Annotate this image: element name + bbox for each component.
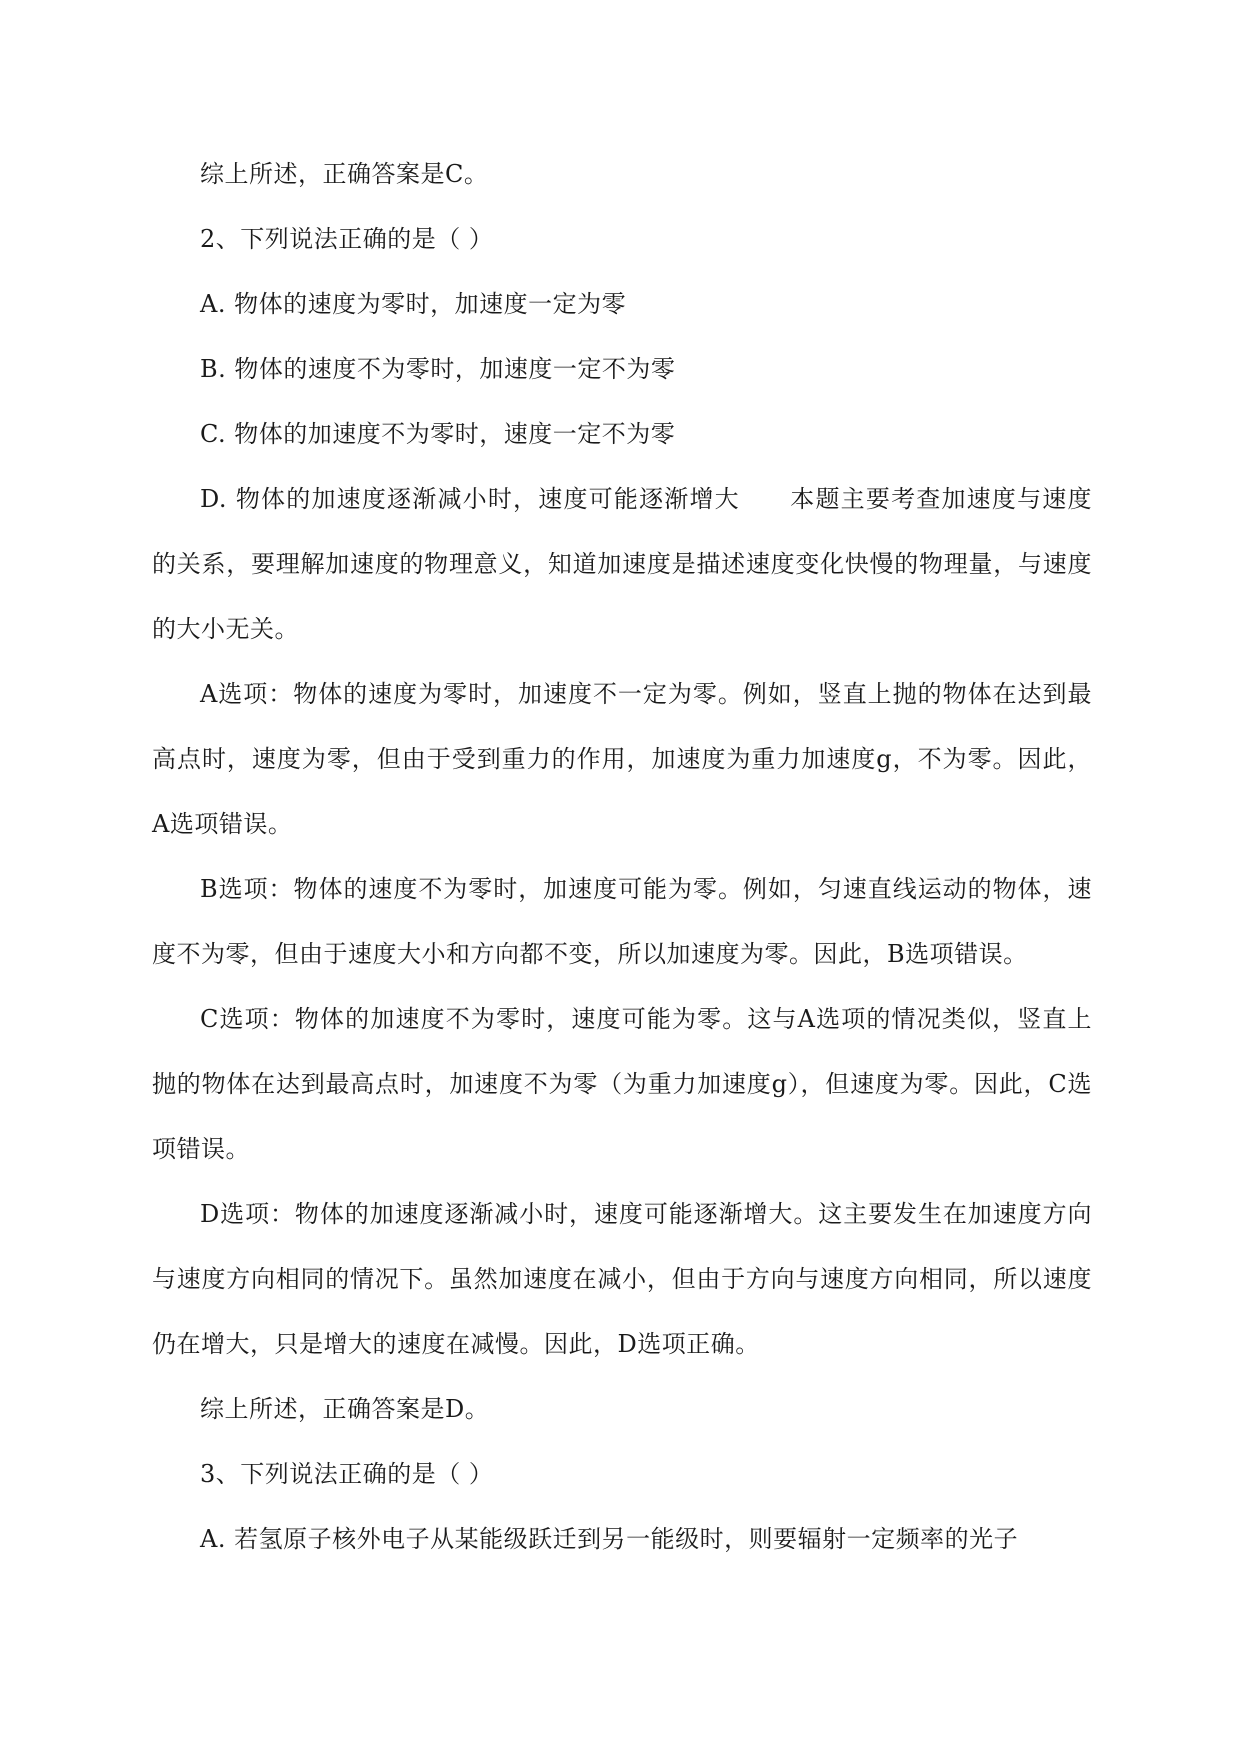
document-body bbox=[152, 142, 1092, 1572]
analysis-option-c: C选项：物体的加速度不为零时，速度可能为零。这与A选项的情况类似，竖直上抛的物体在达到最高点时，加速度不为零（为重力加速度g），但速度为零。因此，C选项错误。 bbox=[152, 1005, 1092, 1163]
analysis-option-a: A选项：物体的速度为零时，加速度不一定为零。例如，竖直上抛的物体在达到最高点时，速度为零，但由于受到重力的作用，加速度为重力加速度g，不为零。因此，A选项错误。 bbox=[152, 680, 1092, 838]
question-2-option-c: C. 物体的加速度不为零时，速度一定不为零 bbox=[200, 420, 676, 448]
analysis-option-d: D选项：物体的加速度逐渐减小时，速度可能逐渐增大。这主要发生在加速度方向与速度方向相同的情况下。虽然加速度在减小，但由于方向与速度方向相同，所以速度仍在增大，只是增大的速度在减慢。因此，D选项正确。 bbox=[152, 1200, 1092, 1358]
question-2-option-a: A. 物体的速度为零时，加速度一定为零 bbox=[200, 290, 627, 318]
question-2-stem: 2、下列说法正确的是（ ） bbox=[200, 225, 494, 253]
question-3-stem: 3、下列说法正确的是（ ） bbox=[200, 1460, 494, 1488]
question-2-option-d-and-analysis: D. 物体的加速度逐渐减小时，速度可能逐渐增大 本题主要考查加速度与速度的关系，要理解加速度的物理意义，知道加速度是描述速度变化快慢的物理量，与速度的大小无关。 bbox=[152, 485, 1092, 643]
analysis-option-b: B选项：物体的速度不为零时，加速度可能为零。例如，匀速直线运动的物体，速度不为零，但由于速度大小和方向都不变，所以加速度为零。因此，B选项错误。 bbox=[152, 875, 1092, 968]
question-3-option-a: A. 若氢原子核外电子从某能级跃迁到另一能级时，则要辐射一定频率的光子 bbox=[200, 1525, 1019, 1553]
question-2-option-b: B. 物体的速度不为零时，加速度一定不为零 bbox=[200, 355, 676, 383]
summary-paragraph-2: 综上所述，正确答案是D。 bbox=[200, 1395, 490, 1423]
summary-paragraph: 综上所述，正确答案是C。 bbox=[200, 160, 489, 188]
